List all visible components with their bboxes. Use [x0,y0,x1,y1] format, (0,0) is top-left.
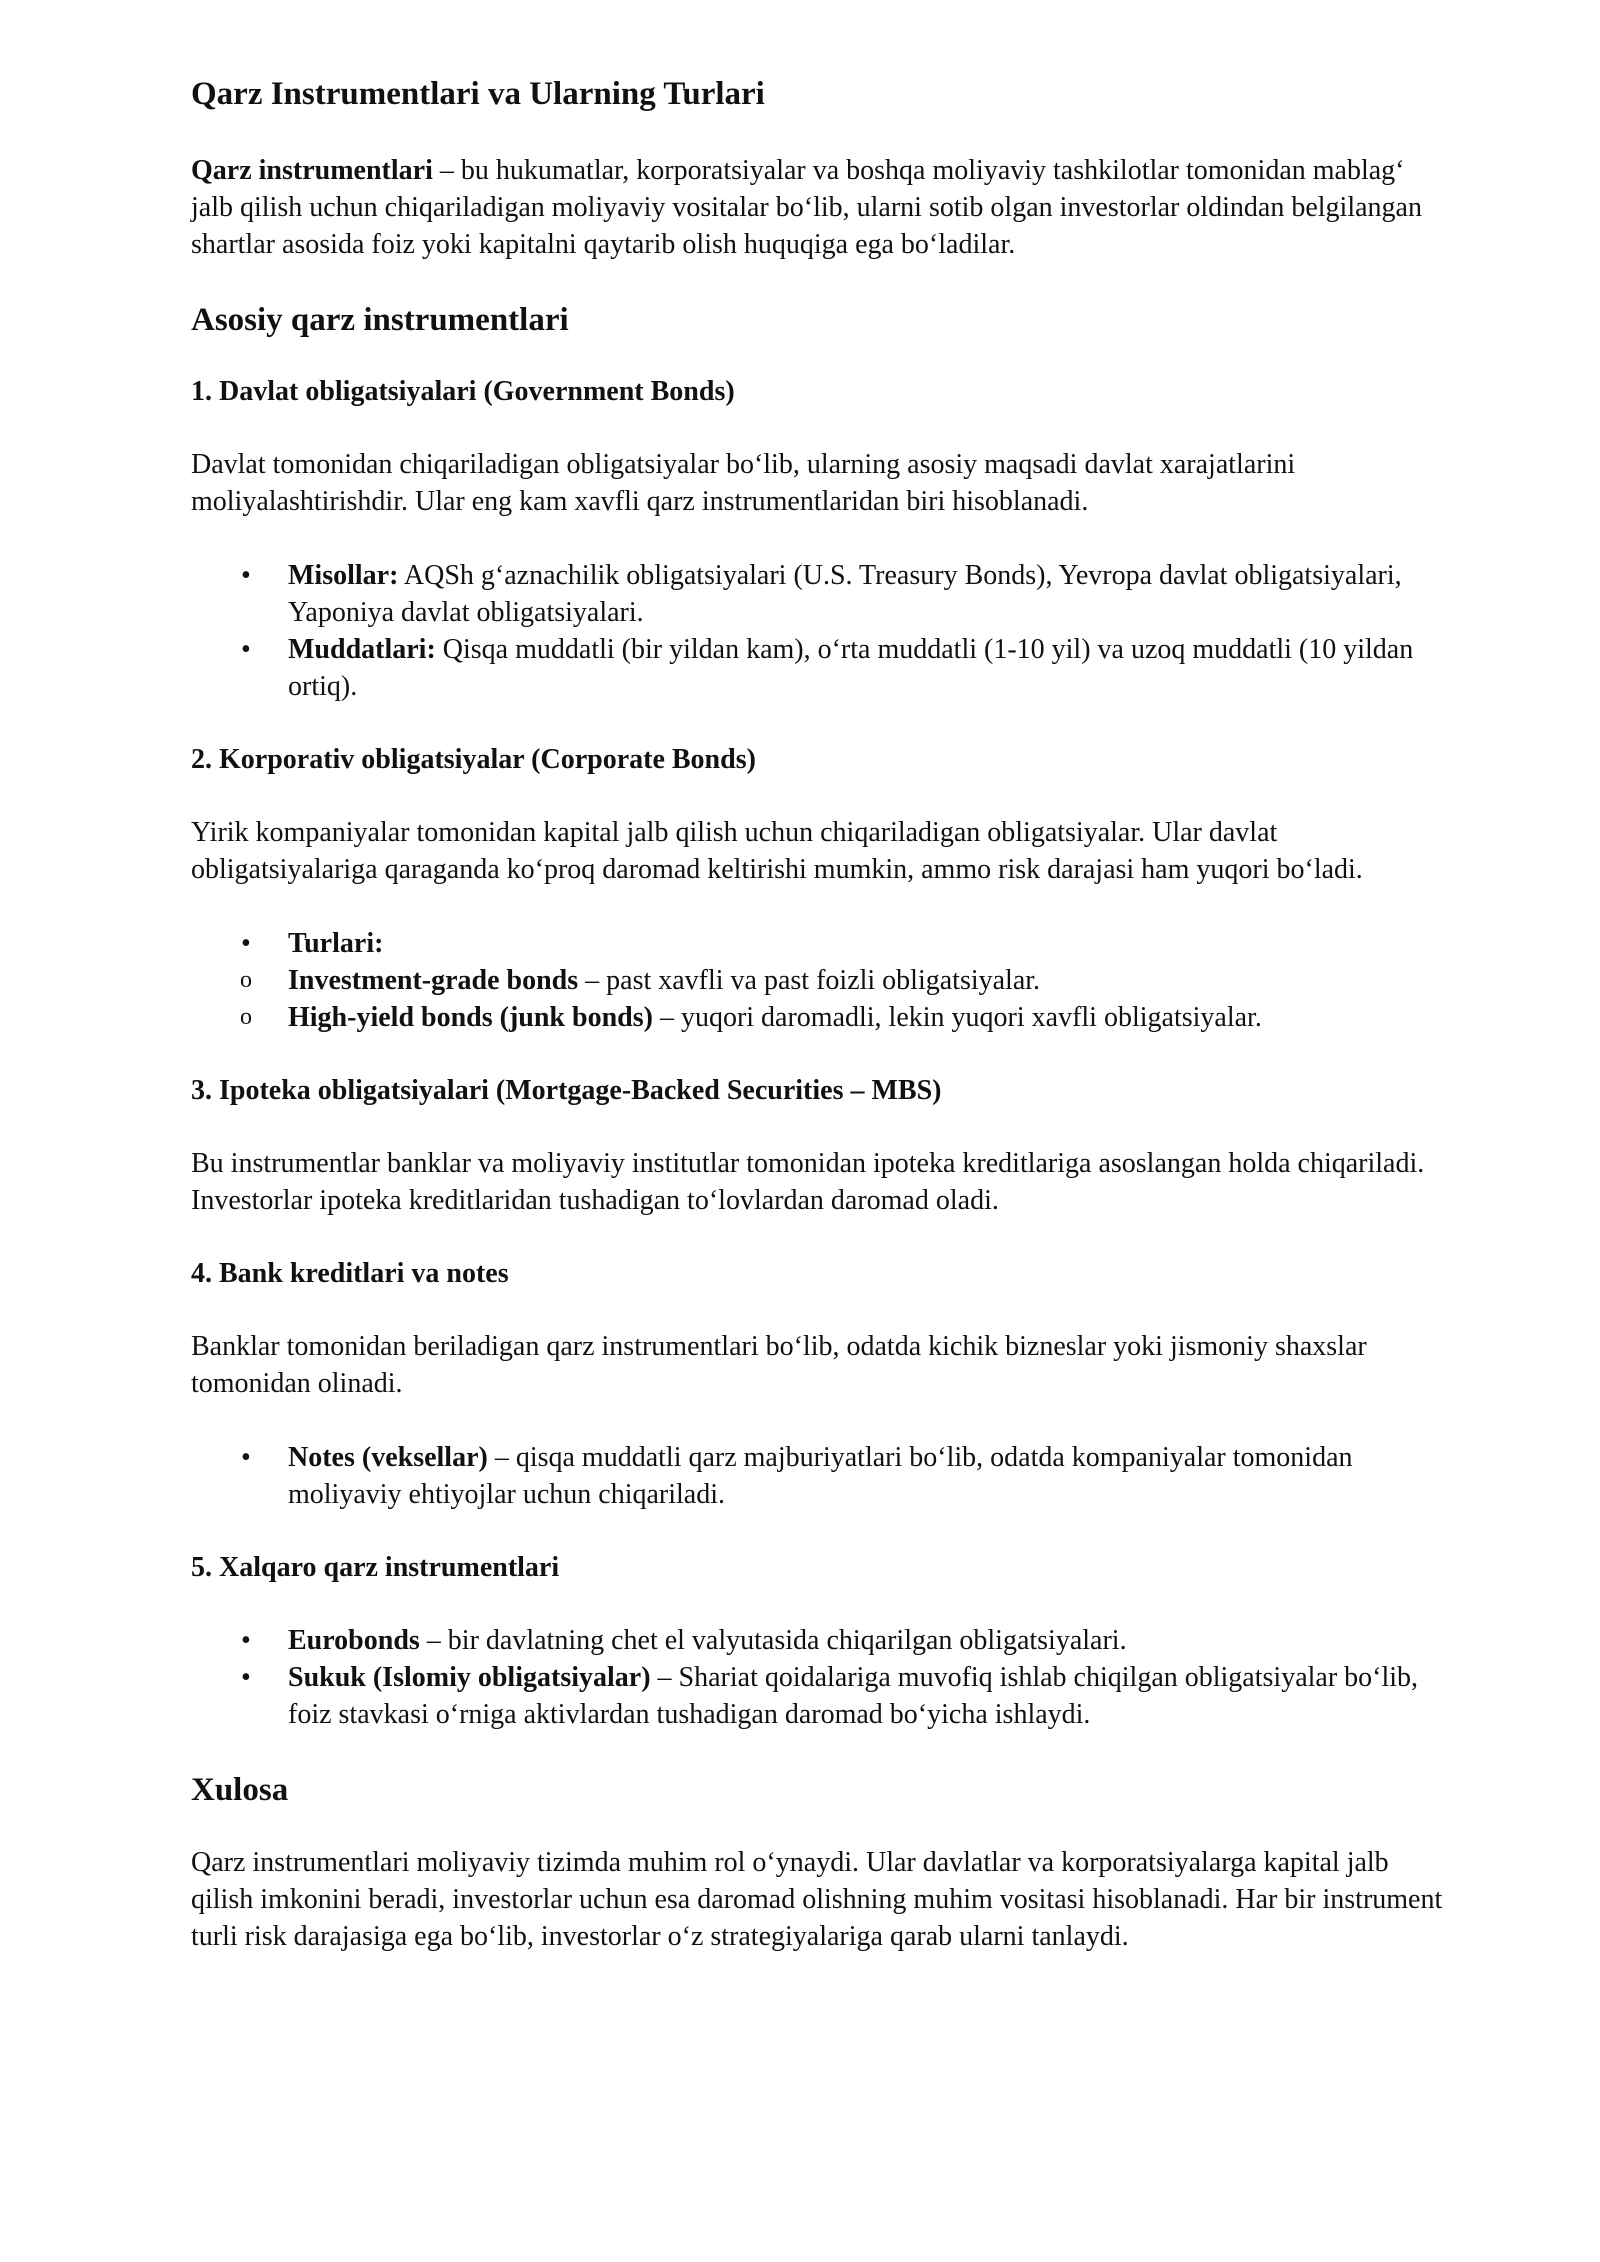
corporate-bonds-list [191,925,1450,1036]
bullet-icon: • [241,1442,251,1473]
document-title: Qarz Instrumentlari va Ularning Turlari [191,76,765,112]
government-bonds-list [191,557,1450,705]
section-paragraph-government-bonds: Davlat tomonidan chiqariladigan obligatsiyalar bo‘lib, ularning asosiy maqsadi davlat xarajatlarini moliyalashtirishdir. Ular eng kam xavfli qarz instrumentlaridan biri hisoblanadi. [191,449,1296,517]
bullet-icon: • [241,1662,251,1693]
sub-list-item [240,999,1450,1036]
section-heading-bank-loans: 4. Bank kreditlari va notes [191,1258,509,1289]
list-item-term: Muddatlari: [288,634,436,665]
sub-list-item-text: – past xavfli va past foizli obligatsiyalar. [578,965,1041,996]
list-item-text: AQSh g‘aznachilik obligatsiyalari (U.S. Treasury Bonds), Yevropa davlat obligatsiyalari, Yaponiya davlat obligatsiyalari. [288,560,1402,628]
international-list [191,1622,1450,1733]
intro-text: – bu hukumatlar, korporatsiyalar va boshqa moliyaviy tashkilotlar tomonidan mablag‘ jalb qilish uchun chiqariladigan moliyaviy vositalar bo‘lib, ularni sotib olgan investorlar oldindan belgilangan shartlar asosida foiz yoki kapitalni qaytarib olish huquqiga ega bo‘ladilar. [191,155,1422,260]
bullet-icon: • [241,1625,251,1656]
section-heading-corporate-bonds: 2. Korporativ obligatsiyalar (Corporate Bonds) [191,744,756,775]
list-item [191,1439,1450,1513]
list-item-term: Turlari: [288,928,384,959]
section-heading-mbs: 3. Ipoteka obligatsiyalari (Mortgage-Backed Securities – MBS) [191,1075,942,1106]
list-item [191,557,1450,631]
section-paragraph-corporate-bonds: Yirik kompaniyalar tomonidan kapital jalb qilish uchun chiqariladigan obligatsiyalar. Ular davlat obligatsiyalariga qaraganda ko‘proq daromad keltirishi mumkin, ammo risk darajasi ham yuqori bo‘ladi. [191,817,1363,885]
list-item [191,925,1450,1036]
intro-paragraph [191,152,1450,263]
bank-loans-list [191,1439,1450,1513]
bullet-icon: • [241,634,251,665]
list-item-term: Misollar: [288,560,399,591]
list-item [191,1622,1450,1659]
list-item-text: – qisqa muddatli qarz majburiyatlari bo‘lib, odatda kompaniyalar tomonidan moliyaviy ehtiyojlar uchun chiqariladi. [288,1442,1353,1510]
main-heading: Asosiy qarz instrumentlari [191,302,569,338]
sub-list-item [240,962,1450,999]
list-item-text: – bir davlatning chet el valyutasida chiqarilgan obligatsiyalari. [419,1625,1127,1656]
circle-bullet-icon: o [240,967,252,993]
list-item-term: Notes (veksellar) [288,1442,488,1473]
conclusion-paragraph: Qarz instrumentlari moliyaviy tizimda muhim rol o‘ynaydi. Ular davlatlar va korporatsiyalarga kapital jalb qilish imkonini beradi, investorlar uchun esa daromad olishning muhim vositasi hisoblanadi. Har bir instrument turli risk darajasiga ega bo‘lib, investorlar o‘z strategiyalariga qarab ularni tanlaydi. [191,1847,1443,1952]
intro-term: Qarz instrumentlari [191,155,433,186]
list-item-term: Eurobonds [288,1625,420,1656]
section-heading-international: 5. Xalqaro qarz instrumentlari [191,1552,560,1583]
section-paragraph-mbs: Bu instrumentlar banklar va moliyaviy institutlar tomonidan ipoteka kreditlariga asoslangan holda chiqariladi. Investorlar ipoteka kreditlaridan tushadigan to‘lovlardan daromad oladi. [191,1148,1425,1216]
sub-list-item-text: – yuqori daromadli, lekin yuqori xavfli obligatsiyalar. [652,1002,1262,1033]
circle-bullet-icon: o [240,1004,252,1030]
bullet-icon: • [241,560,251,591]
list-item [191,1659,1450,1733]
list-item [191,631,1450,705]
sub-list-item-term: Investment-grade bonds [288,965,579,996]
list-item-text: Qisqa muddatli (bir yildan kam), o‘rta muddatli (1-10 yil) va uzoq muddatli (10 yildan ortiq). [288,634,1414,702]
list-item-term: Sukuk (Islomiy obligatsiyalar) [288,1662,651,1693]
list-item-text: – Shariat qoidalariga muvofiq ishlab chiqilgan obligatsiyalar bo‘lib, foiz stavkasi o‘rniga aktivlardan tushadigan daromad bo‘yicha ishlaydi. [288,1662,1419,1730]
sub-list-item-term: High-yield bonds (junk bonds) [288,1002,653,1033]
conclusion-heading: Xulosa [191,1772,289,1808]
section-heading-government-bonds: 1. Davlat obligatsiyalari (Government Bonds) [191,376,735,407]
section-paragraph-bank-loans: Banklar tomonidan beriladigan qarz instrumentlari bo‘lib, odatda kichik bizneslar yoki jismoniy shaxslar tomonidan olinadi. [191,1331,1367,1399]
bullet-icon: • [241,928,251,959]
corporate-bond-types-list [240,962,1450,1036]
